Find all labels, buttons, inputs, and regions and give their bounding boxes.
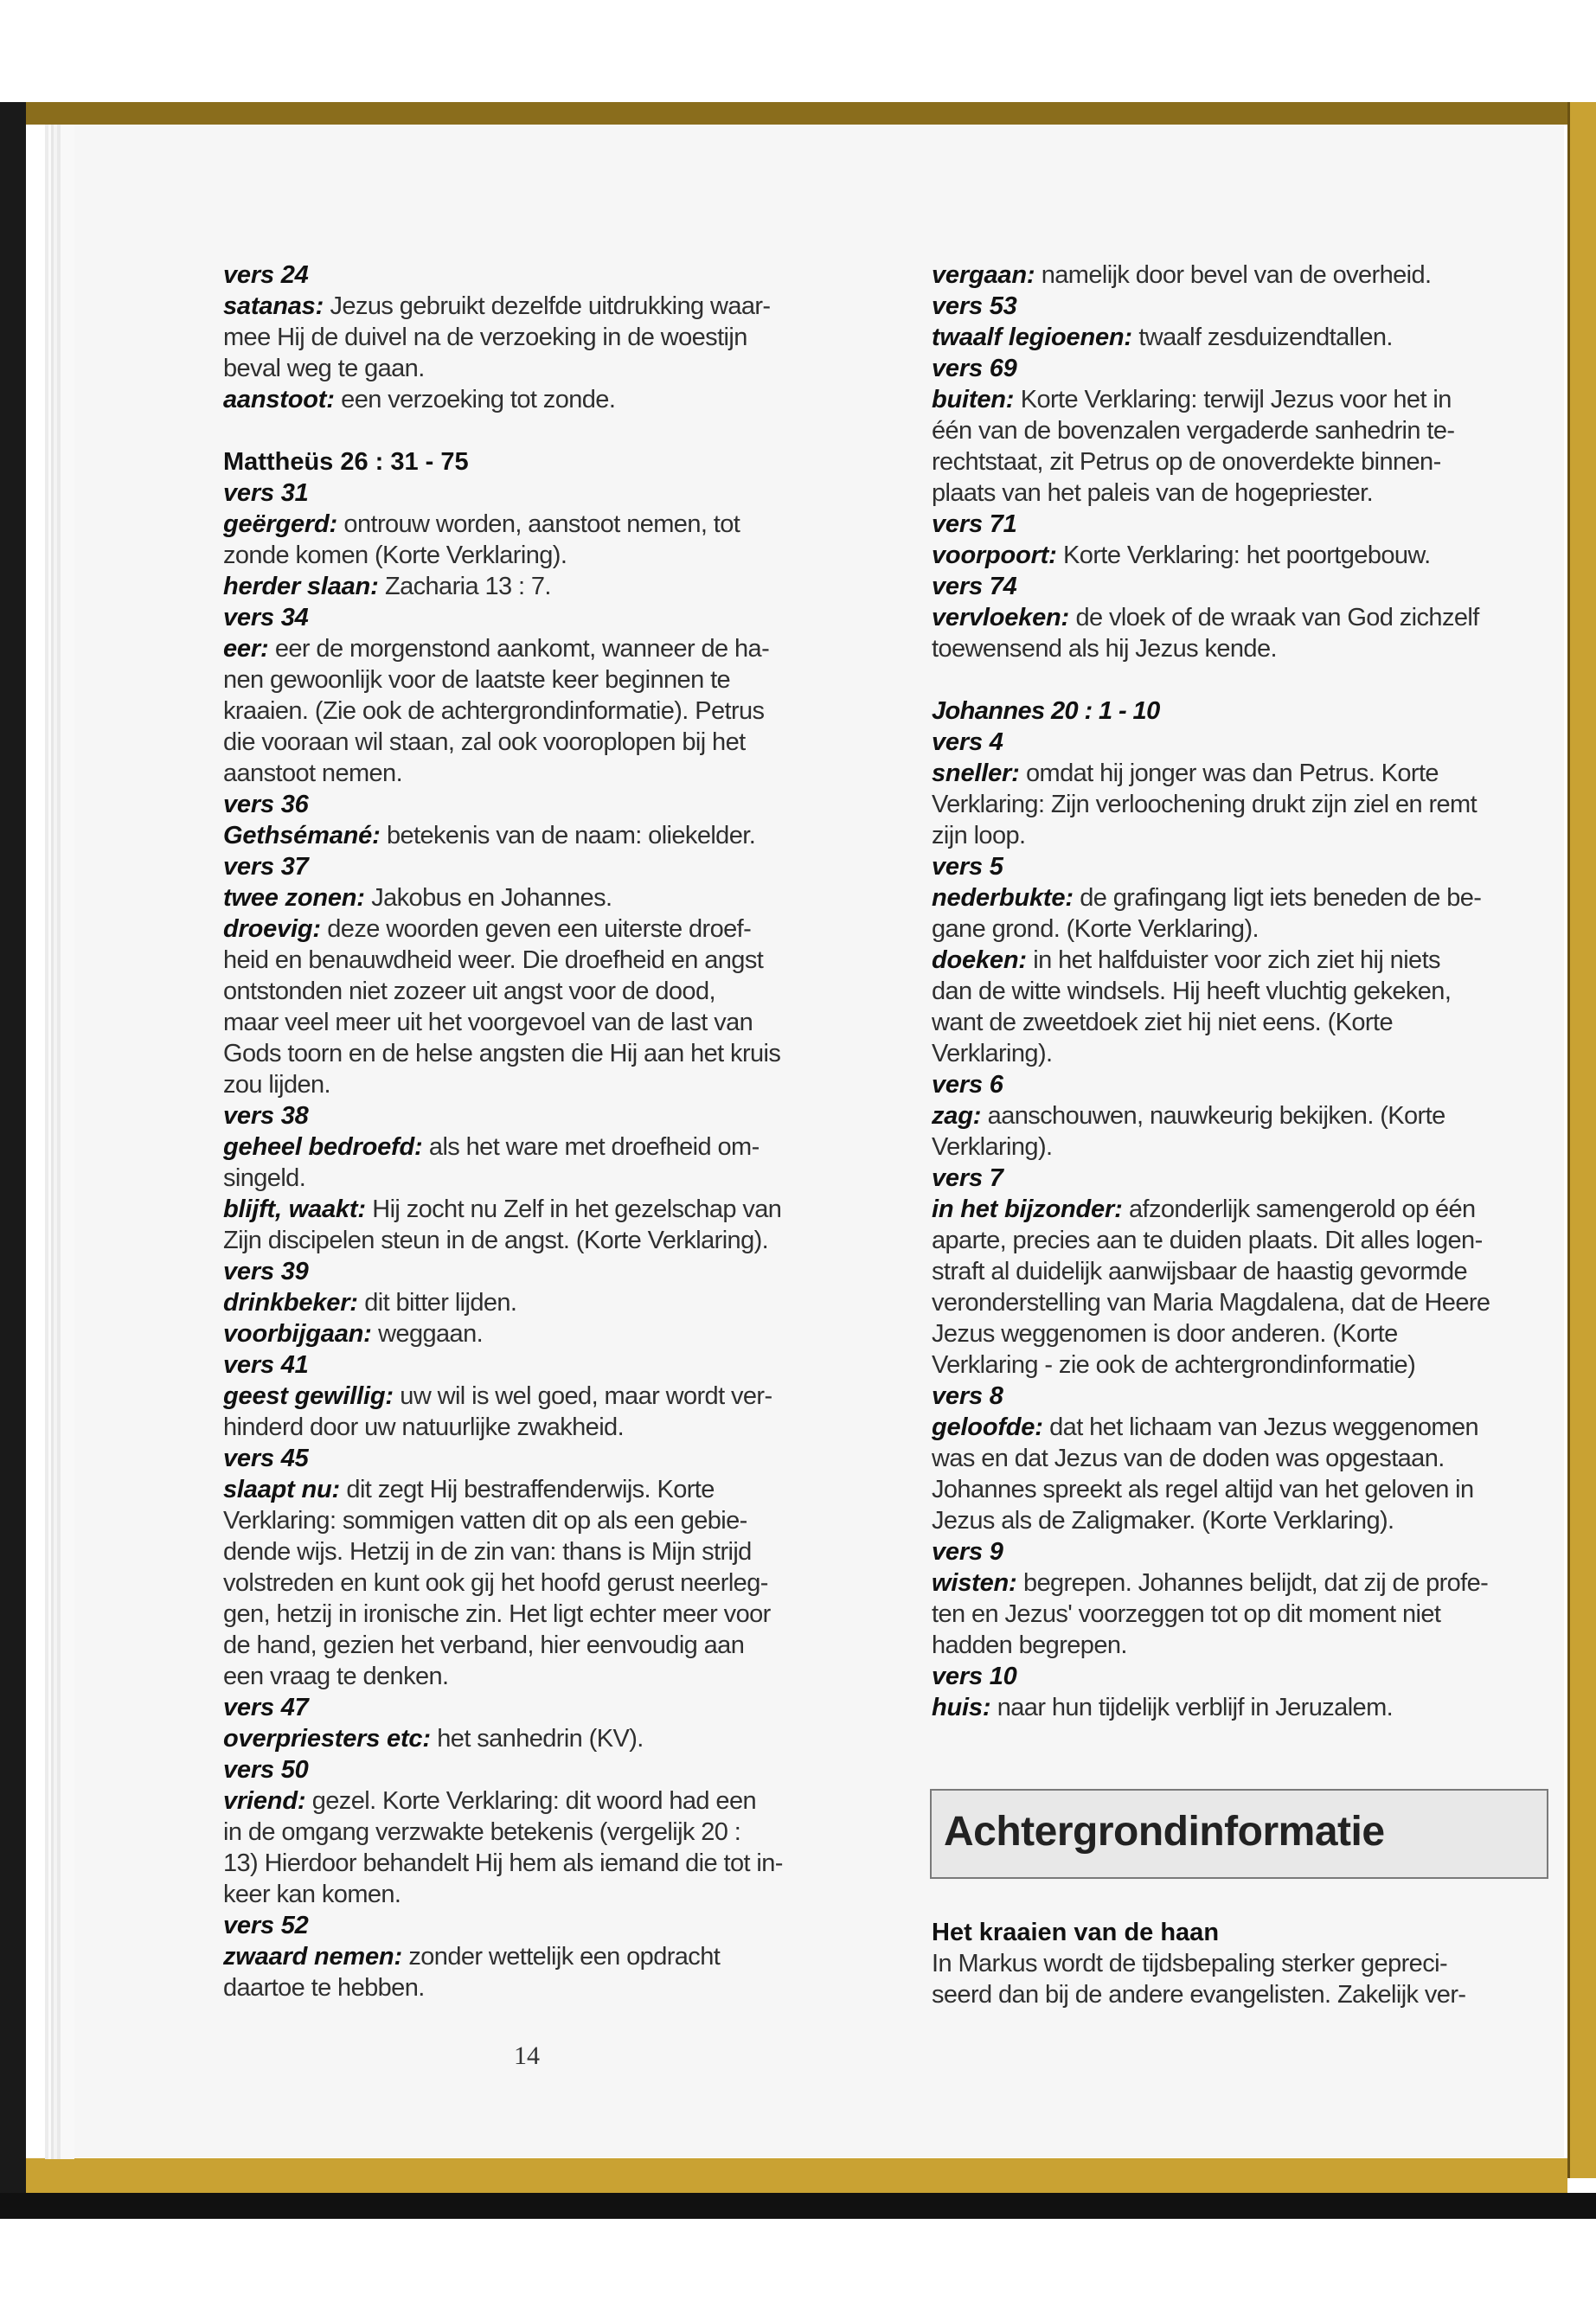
body-text: omdat hij jonger was dan Petrus. Korte: [1019, 760, 1439, 787]
body-text: dit zegt Hij bestraffenderwijs. Korte: [339, 1476, 715, 1503]
text-line: [932, 1287, 1589, 1318]
body-text: Jezus als de Zaligmaker. (Korte Verklaring).: [932, 1507, 1394, 1535]
term-heading: twaalf legioenen:: [932, 324, 1132, 351]
body-text: zou lijden.: [223, 1071, 330, 1099]
term-heading: vers 50: [223, 1756, 309, 1784]
text-line: [932, 571, 1589, 602]
section-heading: Mattheüs 26 : 31 - 75: [223, 448, 469, 476]
text-line: [223, 1163, 881, 1194]
text-line: [932, 633, 1589, 664]
term-heading: vers 36: [223, 791, 309, 818]
body-text: dan de witte windsels. Hij heeft vluchtig gekeken,: [932, 977, 1452, 1005]
body-text: naar hun tijdelijk verblijf in Jeruzalem.: [990, 1694, 1394, 1721]
body-text: één van de bovenzalen vergaderde sanhedrin te-: [932, 417, 1455, 445]
text-line: [223, 322, 881, 353]
body-text: want de zweetdoek ziet hij niet eens. (Korte: [932, 1009, 1393, 1036]
body-text: volstreden en kunt ook gij het hoofd gerust neerleg-: [223, 1569, 768, 1597]
body-text: daartoe te hebben.: [223, 1974, 425, 2002]
body-text: gen, hetzij in ironische zin. Het ligt echter meer voor: [223, 1600, 771, 1628]
text-line: [223, 1630, 881, 1661]
term-heading: vergaan:: [932, 261, 1035, 289]
text-line: [932, 1443, 1589, 1474]
term-heading: vers 47: [223, 1694, 309, 1721]
text-line: [223, 1443, 881, 1474]
body-text: was en dat Jezus van de doden was opgestaan.: [932, 1445, 1445, 1472]
body-text: nen gewoonlijk voor de laatste keer beginnen te: [223, 666, 731, 694]
text-line: [932, 976, 1589, 1007]
text-line: [223, 1692, 881, 1723]
text-line: [932, 446, 1589, 478]
term-heading: vriend:: [223, 1787, 306, 1815]
body-text: eer de morgenstond aankomt, wanneer de ha-: [268, 635, 770, 663]
text-line: [932, 1505, 1589, 1536]
text-line: [223, 1038, 881, 1069]
text-line: [223, 1754, 881, 1785]
text-line: [223, 1225, 881, 1256]
term-heading: vers 31: [223, 479, 309, 507]
book-spine-edge: [0, 102, 26, 2200]
term-heading: vers 53: [932, 292, 1017, 320]
page-stack-edge: [45, 125, 74, 2159]
body-text: dit bitter lijden.: [357, 1289, 517, 1317]
background-info-text: [932, 1917, 1589, 2010]
section-heading: Het kraaien van de haan: [932, 1919, 1220, 1946]
body-text: Verklaring: Zijn verloochening drukt zijn ziel en remt: [932, 791, 1477, 818]
text-line: [932, 1131, 1589, 1163]
body-text: Jezus weggenomen is door anderen. (Korte: [932, 1320, 1398, 1348]
body-text: een verzoeking tot zonde.: [334, 386, 616, 413]
text-line: [932, 913, 1589, 945]
scan-background-bottom: [0, 2193, 1596, 2219]
term-heading: herder slaan:: [223, 573, 379, 600]
text-line: [223, 1412, 881, 1443]
term-heading: vervloeken:: [932, 604, 1069, 631]
text-line: [223, 1505, 881, 1536]
body-text: zijn loop.: [932, 822, 1026, 849]
body-text: hadden begrepen.: [932, 1631, 1127, 1659]
text-line: [932, 1917, 1589, 1948]
text-line: [223, 1381, 881, 1412]
text-line: [223, 1817, 881, 1848]
term-heading: geërgerd:: [223, 510, 337, 538]
text-line: [223, 1972, 881, 2003]
body-text: zonde komen (Korte Verklaring).: [223, 542, 567, 569]
text-line: [932, 1948, 1589, 1979]
book-cover-top-edge: [26, 102, 1593, 125]
text-line: [932, 851, 1589, 882]
term-heading: geloofde:: [932, 1413, 1043, 1441]
text-line: [932, 1163, 1589, 1194]
term-heading: nederbukte:: [932, 884, 1074, 912]
text-line: [932, 1536, 1589, 1567]
text-line: [932, 1567, 1589, 1599]
text-line: [223, 1910, 881, 1941]
body-text: Zijn discipelen steun in de angst. (Korte Verklaring).: [223, 1227, 769, 1254]
text-line: [932, 353, 1589, 384]
text-line: [223, 820, 881, 851]
body-text: Korte Verklaring: terwijl Jezus voor het in: [1014, 386, 1452, 413]
body-text: Hij zocht nu Zelf in het gezelschap van: [365, 1195, 782, 1223]
term-heading: vers 71: [932, 510, 1017, 538]
text-line: [932, 1474, 1589, 1505]
text-line: [932, 384, 1589, 415]
term-heading: doeken:: [932, 946, 1027, 974]
text-line: [223, 851, 881, 882]
text-line: [932, 758, 1589, 789]
text-line: [223, 353, 881, 384]
term-heading: eer:: [223, 635, 269, 663]
term-heading: voorpoort:: [932, 542, 1057, 569]
body-text: seerd dan bij de andere evangelisten. Zakelijk ver-: [932, 1981, 1466, 2009]
text-line: [223, 1100, 881, 1131]
text-line: [223, 571, 881, 602]
text-line: [223, 1599, 881, 1630]
body-text: een vraag te denken.: [223, 1663, 449, 1690]
text-line: [223, 1194, 881, 1225]
body-text: kraaien. (Zie ook de achtergrondinformatie). Petrus: [223, 697, 765, 725]
text-line: [932, 291, 1589, 322]
body-text: dende wijs. Hetzij in de zin van: thans is Mijn strijd: [223, 1538, 752, 1566]
term-heading: vers 38: [223, 1102, 309, 1130]
body-text: gezel. Korte Verklaring: dit woord had een: [305, 1787, 756, 1815]
body-text: begrepen. Johannes belijdt, dat zij de profe-: [1016, 1569, 1489, 1597]
text-line: [223, 260, 881, 291]
text-line: [932, 1225, 1589, 1256]
term-heading: vers 7: [932, 1164, 1003, 1192]
text-line: [223, 1318, 881, 1349]
term-heading: vers 41: [223, 1351, 309, 1379]
term-heading: in het bijzonder:: [932, 1195, 1123, 1223]
text-line: [932, 1318, 1589, 1349]
term-heading: huis:: [932, 1694, 991, 1721]
body-text: de hand, gezien het verband, hier eenvoudig aan: [223, 1631, 745, 1659]
text-line: [932, 882, 1589, 913]
body-text: plaats van het paleis van de hogepriester.: [932, 479, 1374, 507]
text-line: [223, 1287, 881, 1318]
body-text: afzonderlijk samengerold op één: [1122, 1195, 1476, 1223]
text-line: [932, 820, 1589, 851]
text-line: [223, 695, 881, 727]
text-line: [223, 882, 881, 913]
term-heading: slaapt nu:: [223, 1476, 340, 1503]
body-text: aanstoot nemen.: [223, 760, 403, 787]
text-line: [223, 976, 881, 1007]
body-text: betekenis van de naam: oliekelder.: [380, 822, 756, 849]
body-text: 13) Hierdoor behandelt Hij hem als iemand die tot in-: [223, 1849, 783, 1877]
body-text: Gods toorn en de helse angsten die Hij aan het kruis: [223, 1040, 781, 1067]
text-line: [223, 1536, 881, 1567]
text-line: [223, 1349, 881, 1381]
body-text: in de omgang verzwakte betekenis (vergelijk 20 :: [223, 1818, 741, 1846]
term-heading: vers 74: [932, 573, 1017, 600]
text-line: [932, 260, 1589, 291]
paragraph-gap: [223, 415, 881, 446]
text-line: [223, 945, 881, 976]
body-text: deze woorden geven een uiterste droef-: [320, 915, 752, 943]
term-heading: overpriesters etc:: [223, 1725, 431, 1753]
body-text: in het halfduister voor zich ziet hij niets: [1026, 946, 1440, 974]
body-text: Verklaring).: [932, 1040, 1053, 1067]
text-line: [223, 1567, 881, 1599]
term-heading: vers 4: [932, 728, 1003, 756]
text-line: [932, 478, 1589, 509]
body-text: de grafingang ligt iets beneden de be-: [1073, 884, 1482, 912]
body-text: twaalf zesduizendtallen.: [1131, 324, 1393, 351]
text-line: [223, 1785, 881, 1817]
term-heading: vers 24: [223, 261, 309, 289]
text-line: [223, 540, 881, 571]
term-heading: buiten:: [932, 386, 1015, 413]
term-heading: zag:: [932, 1102, 982, 1130]
text-line: [932, 1412, 1589, 1443]
body-text: aparte, precies aan te duiden plaats. Dit alles logen-: [932, 1227, 1483, 1254]
text-line: [223, 1723, 881, 1754]
text-line: [932, 1100, 1589, 1131]
text-line: [932, 1256, 1589, 1287]
text-line: [223, 1069, 881, 1100]
term-heading: vers 34: [223, 604, 309, 631]
text-line: [932, 322, 1589, 353]
text-line: [932, 1979, 1589, 2010]
body-text: het sanhedrin (KV).: [430, 1725, 644, 1753]
term-heading: drinkbeker:: [223, 1289, 358, 1317]
body-text: rechtstaat, zit Petrus op de onoverdekte binnen-: [932, 448, 1441, 476]
term-heading: vers 52: [223, 1912, 309, 1939]
text-line: [932, 1692, 1589, 1723]
term-heading: aanstoot:: [223, 386, 335, 413]
term-heading: vers 6: [932, 1071, 1003, 1099]
term-heading: blijft, waakt:: [223, 1195, 366, 1223]
text-line: [223, 602, 881, 633]
body-text: namelijk door bevel van de overheid.: [1035, 261, 1432, 289]
scan-background-top: [0, 0, 1596, 104]
text-line: [932, 602, 1589, 633]
term-heading: twee zonen:: [223, 884, 365, 912]
term-heading: wisten:: [932, 1569, 1017, 1597]
left-column: [223, 260, 881, 2003]
text-line: [932, 1194, 1589, 1225]
text-line: [223, 291, 881, 322]
text-line: [932, 1349, 1589, 1381]
body-text: maar veel meer uit het voorgevoel van de last van: [223, 1009, 753, 1036]
text-line: [932, 1661, 1589, 1692]
text-line: [932, 509, 1589, 540]
text-line: [932, 1069, 1589, 1100]
text-line: [223, 509, 881, 540]
body-text: Korte Verklaring: het poortgebouw.: [1056, 542, 1431, 569]
body-text: veronderstelling van Maria Magdalena, dat de Heere: [932, 1289, 1490, 1317]
body-text: ontrouw worden, aanstoot nemen, tot: [337, 510, 740, 538]
text-line: [223, 1007, 881, 1038]
term-heading: Gethsémané:: [223, 822, 381, 849]
term-heading: vers 39: [223, 1258, 309, 1285]
term-heading: sneller:: [932, 760, 1020, 787]
body-text: Jakobus en Johannes.: [364, 884, 612, 912]
right-column: [932, 260, 1589, 1723]
body-text: uw wil is wel goed, maar wordt ver-: [393, 1382, 772, 1410]
term-heading: vers 8: [932, 1382, 1003, 1410]
text-line: [932, 415, 1589, 446]
text-line: [932, 727, 1589, 758]
paragraph-gap: [932, 664, 1589, 695]
text-line: [223, 758, 881, 789]
text-line: [932, 695, 1589, 727]
term-heading: vers 45: [223, 1445, 309, 1472]
text-line: [223, 1661, 881, 1692]
term-heading: vers 9: [932, 1538, 1003, 1566]
term-heading: droevig:: [223, 915, 321, 943]
text-line: [932, 945, 1589, 976]
text-line: [223, 1879, 881, 1910]
body-text: Jezus gebruikt dezelfde uitdrukking waar-: [324, 292, 771, 320]
body-text: singeld.: [223, 1164, 306, 1192]
body-text: ten en Jezus' voorzeggen tot op dit moment niet: [932, 1600, 1441, 1628]
text-line: [223, 1131, 881, 1163]
text-line: [223, 789, 881, 820]
background-info-title: Achtergrondinformatie: [944, 1809, 1385, 1855]
text-line: [932, 1381, 1589, 1412]
text-line: [223, 727, 881, 758]
body-text: gane grond. (Korte Verklaring).: [932, 915, 1259, 943]
text-line: [932, 1630, 1589, 1661]
body-text: hinderd door uw natuurlijke zwakheid.: [223, 1413, 625, 1441]
term-heading: vers 10: [932, 1663, 1017, 1690]
background-info-box: [930, 1789, 1548, 1879]
body-text: als het ware met droefheid om-: [422, 1133, 760, 1161]
body-text: Verklaring: sommigen vatten dit op als een gebie-: [223, 1507, 747, 1535]
term-heading: satanas:: [223, 292, 324, 320]
body-text: die vooraan wil staan, zal ook vooroplopen bij het: [223, 728, 746, 756]
body-text: dat het lichaam van Jezus weggenomen: [1042, 1413, 1479, 1441]
body-text: keer kan komen.: [223, 1881, 401, 1908]
text-line: [223, 478, 881, 509]
term-heading: vers 5: [932, 853, 1003, 881]
body-text: Johannes spreekt als regel altijd van het geloven in: [932, 1476, 1474, 1503]
body-text: toewensend als hij Jezus kende.: [932, 635, 1277, 663]
body-text: zonder wettelijk een opdracht: [401, 1943, 721, 1971]
term-heading: vers 37: [223, 853, 309, 881]
text-line: [223, 446, 881, 478]
body-text: Verklaring).: [932, 1133, 1053, 1161]
text-line: [223, 384, 881, 415]
term-heading: vers 69: [932, 355, 1017, 382]
body-text: Verklaring - zie ook de achtergrondinformatie): [932, 1351, 1416, 1379]
text-line: [223, 913, 881, 945]
body-text: aanschouwen, nauwkeurig bekijken. (Korte: [981, 1102, 1445, 1130]
text-line: [223, 1474, 881, 1505]
text-line: [932, 1038, 1589, 1069]
text-line: [932, 1599, 1589, 1630]
body-text: straft al duidelijk aanwijsbaar de haastig gevormde: [932, 1258, 1468, 1285]
text-line: [223, 1848, 881, 1879]
body-text: In Markus wordt de tijdsbepaling sterker gepreci-: [932, 1950, 1447, 1977]
text-line: [223, 633, 881, 664]
text-line: [223, 1256, 881, 1287]
body-text: heid en benauwdheid weer. Die droefheid en angst: [223, 946, 764, 974]
text-line: [223, 664, 881, 695]
text-line: [223, 1941, 881, 1972]
text-line: [932, 1007, 1589, 1038]
text-line: [932, 540, 1589, 571]
text-line: [932, 789, 1589, 820]
term-heading: geest gewillig:: [223, 1382, 394, 1410]
term-heading: voorbijgaan:: [223, 1320, 372, 1348]
section-heading: Johannes 20 : 1 - 10: [932, 697, 1160, 725]
term-heading: geheel bedroefd:: [223, 1133, 423, 1161]
body-text: beval weg te gaan.: [223, 355, 425, 382]
body-text: weggaan.: [371, 1320, 484, 1348]
body-text: ontstonden niet zozeer uit angst voor de dood,: [223, 977, 715, 1005]
body-text: mee Hij de duivel na de verzoeking in de woestijn: [223, 324, 747, 351]
body-text: de vloek of de wraak van God zichzelf: [1069, 604, 1479, 631]
page-number: 14: [514, 2041, 540, 2070]
term-heading: zwaard nemen:: [223, 1943, 402, 1971]
body-text: Zacharia 13 : 7.: [378, 573, 551, 600]
